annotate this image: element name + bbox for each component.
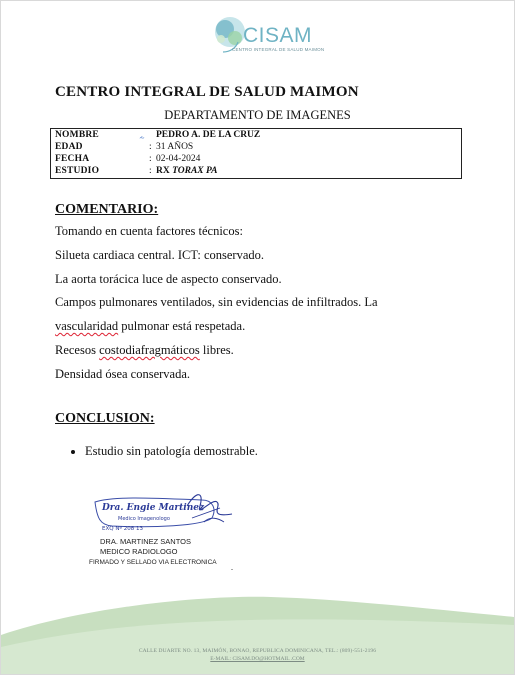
stray-dot: .: [231, 563, 233, 572]
logo-text: CISAM: [243, 24, 313, 47]
cisam-logo: [208, 12, 325, 58]
comment-rest: Recesos: [55, 343, 100, 357]
comment-word: costodiafragmáticos: [99, 343, 200, 357]
stamp-name: Dra. Engie Martinez: [102, 503, 205, 513]
info-label: FECHA: [55, 154, 90, 164]
footer-address: CALLE DUARTE NO. 13, MAIMÓN, BONAO, REPUBLICA DOMINICANA, TEL.: (809)-551-2196: [138, 648, 377, 654]
spelling-mark-icon: ⩪: [139, 134, 145, 142]
info-label: EDAD: [55, 142, 83, 152]
study-type-view: TORAX PA: [172, 166, 218, 176]
comment-line: La aorta torácica luce de aspecto conservado.: [55, 272, 282, 286]
patient-age: 31 AÑOS: [156, 142, 194, 152]
info-separator: :: [149, 154, 152, 164]
info-label: NOMBRE: [55, 130, 99, 140]
info-label: ESTUDIO: [55, 166, 100, 176]
signature-stamp: [92, 488, 242, 538]
info-separator: :: [149, 166, 152, 176]
comment-line: Densidad ósea conservada.: [55, 367, 191, 381]
study-date: 02-04-2024: [156, 154, 201, 164]
signer-name: DRA. MARTINEZ SANTOS: [100, 537, 191, 546]
stamp-title: Medico Imagenologo: [118, 516, 170, 522]
stamp-exq: EXQ Nº 208 13: [102, 526, 144, 532]
footer-email: E-MAIL: CISAM.DO@HOTMAIL .COM: [210, 656, 305, 662]
footer-wave: [1, 595, 514, 674]
signed-note: FIRMADO Y SELLADO VIA ELECTRONICA: [89, 559, 217, 566]
comment-heading: COMENTARIO:: [55, 202, 159, 217]
org-title: CENTRO INTEGRAL DE SALUD MAIMON: [55, 84, 359, 100]
patient-info-box: [50, 128, 462, 179]
comment-word: vascularidad: [55, 319, 119, 333]
comment-rest: pulmonar está respetada.: [118, 319, 246, 333]
study-type: [156, 166, 217, 177]
comment-line: Silueta cardiaca central. ICT: conservado.: [55, 248, 265, 262]
patient-name: PEDRO A. DE LA CRUZ: [156, 130, 261, 140]
logo-subtitle: CENTRO INTEGRAL DE SALUD MAIMON: [232, 47, 325, 52]
bullet-icon: [71, 450, 75, 454]
comment-line: Campos pulmonares ventilados, sin evidencias de infiltrados. La: [55, 295, 378, 309]
info-separator: :: [149, 142, 152, 152]
comment-line: [55, 319, 245, 334]
study-type-prefix: RX: [156, 166, 173, 176]
comment-rest: libres.: [199, 343, 234, 357]
conclusion-item: Estudio sin patología demostrable.: [85, 444, 258, 458]
comment-line: Tomando en cuenta factores técnicos:: [55, 224, 243, 238]
conclusion-heading: CONCLUSION:: [55, 411, 155, 426]
comment-line: [55, 343, 234, 358]
department-title: DEPARTAMENTO DE IMAGENES: [164, 108, 351, 122]
signer-title: MEDICO RADIOLOGO: [100, 547, 178, 556]
